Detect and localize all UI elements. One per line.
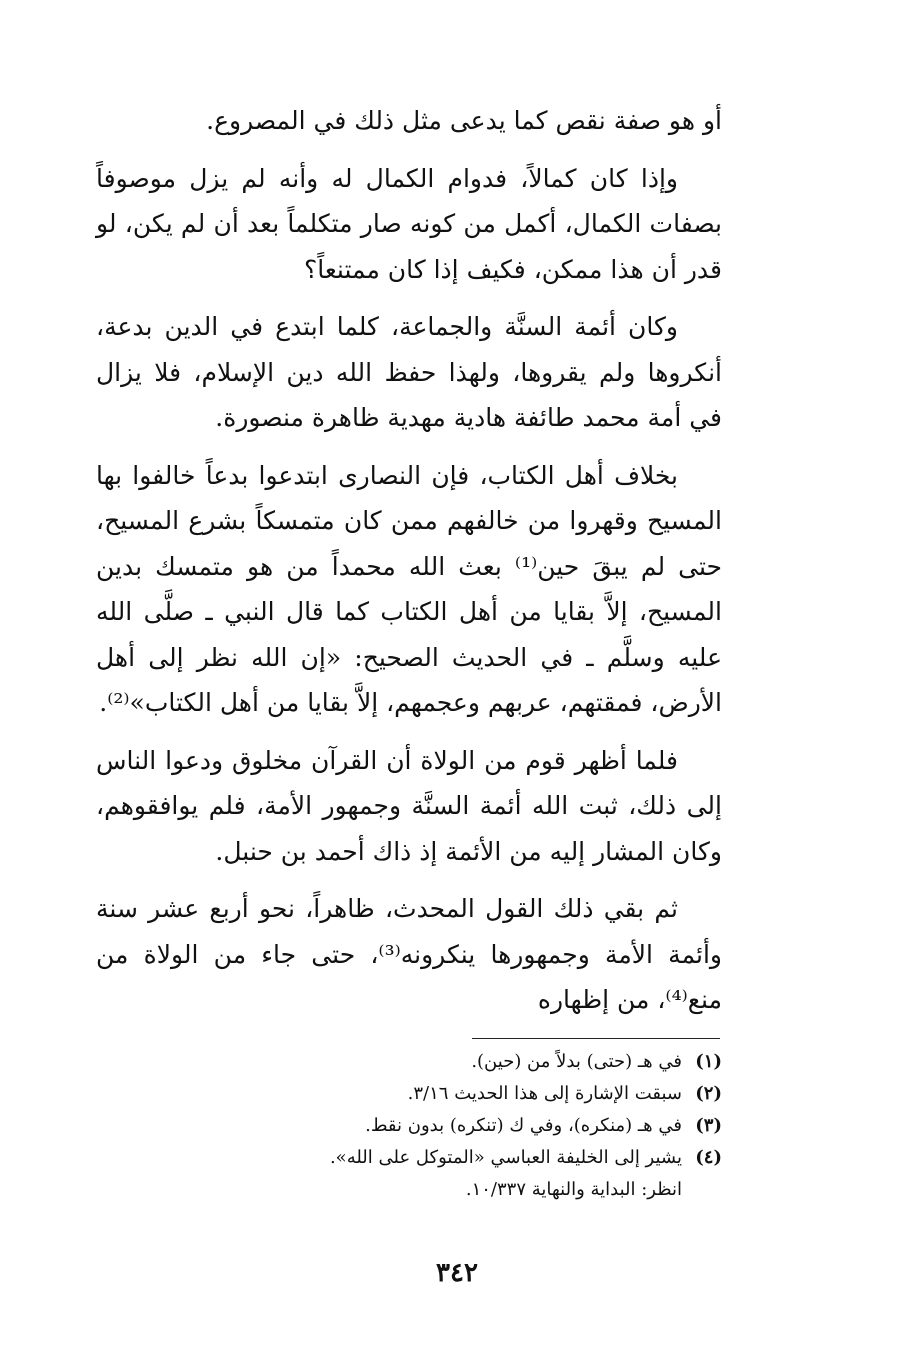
paragraph: أو هو صفة نقص كما يدعى مثل ذلك في المصروع. <box>206 106 722 135</box>
footnote-text: سبقت الإشارة إلى هذا الحديث ٣/١٦. <box>407 1083 682 1104</box>
footnote <box>300 1110 722 1142</box>
main-text <box>96 98 722 1035</box>
footnote-number: (٤) <box>695 1147 722 1168</box>
paragraph: وكان أئمة السنَّة والجماعة، كلما ابتدع في الدين بدعة، أنكروها ولم يقروها، ولهذا حفظ الله دين الإسلام، فلا يزال في أمة محمد طائفة هادية مهدية ظاهرة منصورة. <box>96 312 722 432</box>
footnote-text: في هـ (منكره)، وفي ك (تنكره) بدون نقط. <box>365 1115 682 1136</box>
footnote <box>300 1046 722 1078</box>
footnote-text: في هـ (حتى) بدلاً من (حين). <box>471 1051 682 1072</box>
footnote-continuation: انظر: البداية والنهاية ١٠/٣٣٧. <box>465 1179 682 1200</box>
footnotes <box>300 1046 722 1206</box>
footnote-text: يشير إلى الخليفة العباسي «المتوكل على الله». <box>329 1147 682 1168</box>
paragraph: فلما أظهر قوم من الولاة أن القرآن مخلوق ودعوا الناس إلى ذلك، ثبت الله أئمة السنَّة وجمهور الأمة، فلم يوافقوهم، وكان المشار إليه من الأئمة إذ ذاك أحمد بن حنبل. <box>96 745 722 866</box>
footnote-number: (٢) <box>695 1083 722 1104</box>
footnote <box>300 1142 722 1174</box>
footnote-number: (٣) <box>695 1115 722 1136</box>
paragraph: وإذا كان كمالاً، فدوام الكمال له وأنه لم يزل موصوفاً بصفات الكمال، أكمل من كونه صار متكلماً بعد أن لم يكن، لو قدر أن هذا ممكن، فكيف إذا كان ممتنعاً؟ <box>96 163 722 284</box>
paragraph: ثم بقي ذلك القول المحدث، ظاهراً، نحو أربع عشر سنة وأئمة الأمة وجمهورها ينكرونه⁽³⁾، حتى جاء من الولاة من منع⁽⁴⁾، من إظهاره <box>96 894 722 1014</box>
footnote-number: (١) <box>695 1051 722 1072</box>
footnote-divider <box>472 1038 720 1039</box>
paragraph: بخلاف أهل الكتاب، فإن النصارى ابتدعوا بدعاً خالفوا بها المسيح وقهروا من خالفهم ممن كان متمسكاً بشرع المسيح، حتى لم يبقَ حين⁽¹⁾ بعث الله محمداً من هو متمسك بدين المسيح، إلاَّ بقايا من أهل الكتاب كما قال النبي ـ صلَّى الله عليه وسلَّم ـ في الحديث الصحيح: «إن الله نظر إلى أهل الأرض، فمقتهم، عربهم وعجمهم، إلاَّ بقايا من أهل الكتاب»⁽²⁾. <box>96 460 723 717</box>
page-number: ٣٤٢ <box>436 1258 478 1288</box>
footnote <box>300 1078 722 1110</box>
